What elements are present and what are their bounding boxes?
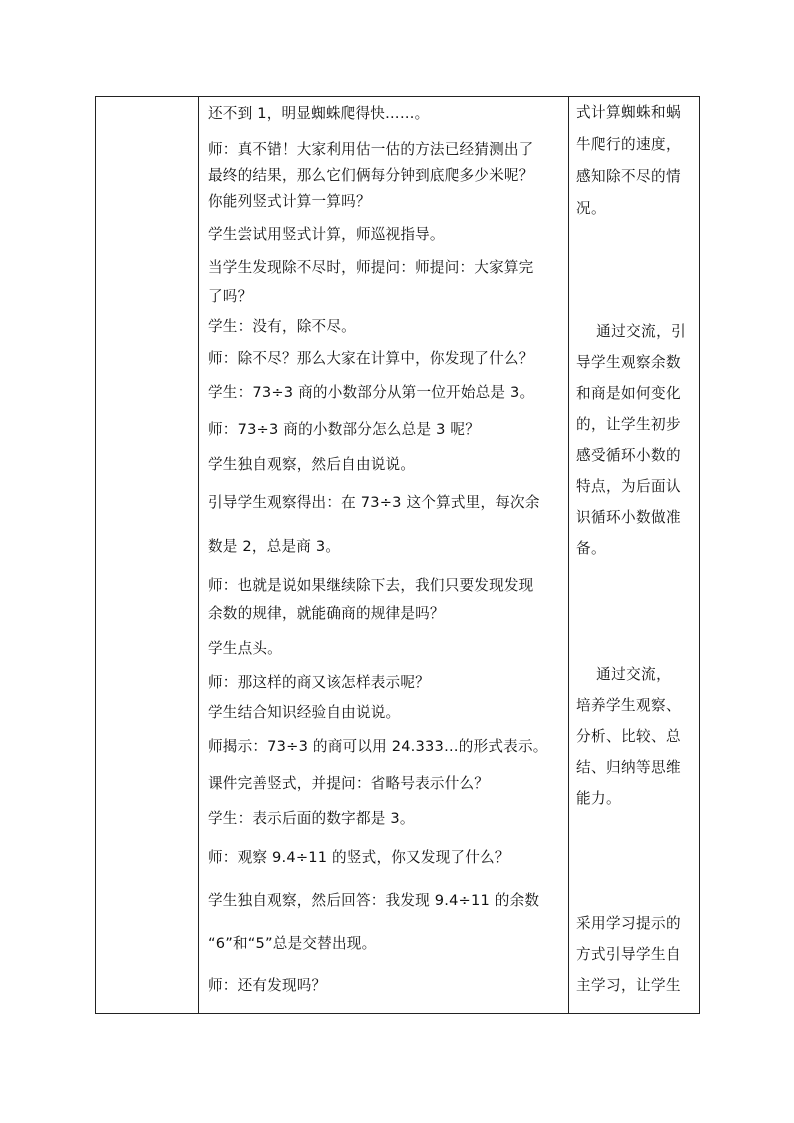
design-intent-cell — [569, 97, 700, 1014]
teaching-process-text — [199, 97, 568, 1013]
note-line: 采用学习提示的 — [576, 915, 681, 932]
text-line: 当学生发现除不尽时，师提问：师提问：大家算完 — [208, 259, 534, 276]
design-intent-text — [569, 97, 699, 1013]
note-line: 式计算蜘蛛和蜗 — [576, 104, 681, 121]
note-line: 备。 — [576, 540, 606, 557]
text-line: 师：那这样的商又该怎样表示呢？ — [208, 674, 430, 691]
note-line: 通过交流， — [576, 666, 672, 683]
note-line: 牛爬行的速度， — [576, 136, 681, 153]
text-line: 余数的规律，就能确商的规律是吗？ — [208, 605, 445, 622]
note-line: 导学生观察余数 — [576, 354, 681, 371]
text-line: 师：除不尽？那么大家在计算中，你发现了什么？ — [208, 350, 534, 367]
text-line: 你能列竖式计算一算吗？ — [208, 193, 371, 210]
note-line: 培养学生观察、 — [576, 697, 681, 714]
table-row — [96, 97, 700, 1014]
note-line: 特点，为后面认 — [576, 478, 681, 495]
note-line: 分析、比较、总 — [576, 728, 681, 745]
text-line: 学生：表示后面的数字都是 3。 — [208, 810, 415, 827]
text-line: 最终的结果，那么它们俩每分钟到底爬多少米呢？ — [208, 167, 534, 184]
text-line: 学生独自观察，然后自由说说。 — [208, 456, 416, 473]
note-line: 感受循环小数的 — [576, 447, 681, 464]
text-line: 学生：73÷3 商的小数部分从第一位开始总是 3。 — [208, 384, 535, 401]
note-line: 况。 — [576, 200, 606, 217]
note-line: 识循环小数做准 — [576, 509, 681, 526]
note-line: 方式引导学生自 — [576, 946, 681, 963]
text-line: 数是 2，总是商 3。 — [208, 538, 341, 555]
text-line: 课件完善竖式，并提问：省略号表示什么？ — [208, 775, 490, 792]
text-line: 了吗？ — [208, 288, 253, 305]
note-line: 的，让学生初步 — [576, 416, 681, 433]
text-line: 师：观察 9.4÷11 的竖式，你又发现了什么？ — [208, 849, 510, 866]
note-line: 和商是如何变化 — [576, 385, 681, 402]
text-line: 学生尝试用竖式计算，师巡视指导。 — [208, 226, 445, 243]
lesson-plan-table — [95, 96, 700, 1014]
text-line: 学生结合知识经验自由说说。 — [208, 704, 401, 721]
text-line: 师：真不错！大家利用估一估的方法已经猜测出了 — [208, 141, 534, 158]
note-line: 感知除不尽的情 — [576, 168, 681, 185]
note-line: 结、归纳等思维 — [576, 759, 681, 776]
section-label-cell — [96, 97, 199, 1014]
note-line: 能力。 — [576, 790, 621, 807]
teaching-process-cell — [199, 97, 569, 1014]
note-line: 通过交流，引 — [576, 323, 687, 340]
text-line: 还不到 1，明显蜘蛛爬得快……。 — [208, 105, 430, 122]
text-line: 师：还有发现吗？ — [208, 977, 327, 994]
text-line: 学生点头。 — [208, 640, 282, 657]
text-line: “6”和“5”总是交替出现。 — [208, 935, 377, 952]
text-line: 学生：没有，除不尽。 — [208, 318, 356, 335]
text-line: 师：也就是说如果继续除下去，我们只要发现发现 — [208, 577, 534, 594]
text-line: 师揭示：73÷3 的商可以用 24.333…的形式表示。 — [208, 738, 548, 755]
text-line: 师：73÷3 商的小数部分怎么总是 3 呢？ — [208, 421, 480, 438]
text-line: 引导学生观察得出：在 73÷3 这个算式里，每次余 — [208, 494, 540, 511]
note-line: 主学习，让学生 — [576, 977, 681, 994]
text-line: 学生独自观察，然后回答：我发现 9.4÷11 的余数 — [208, 892, 540, 909]
